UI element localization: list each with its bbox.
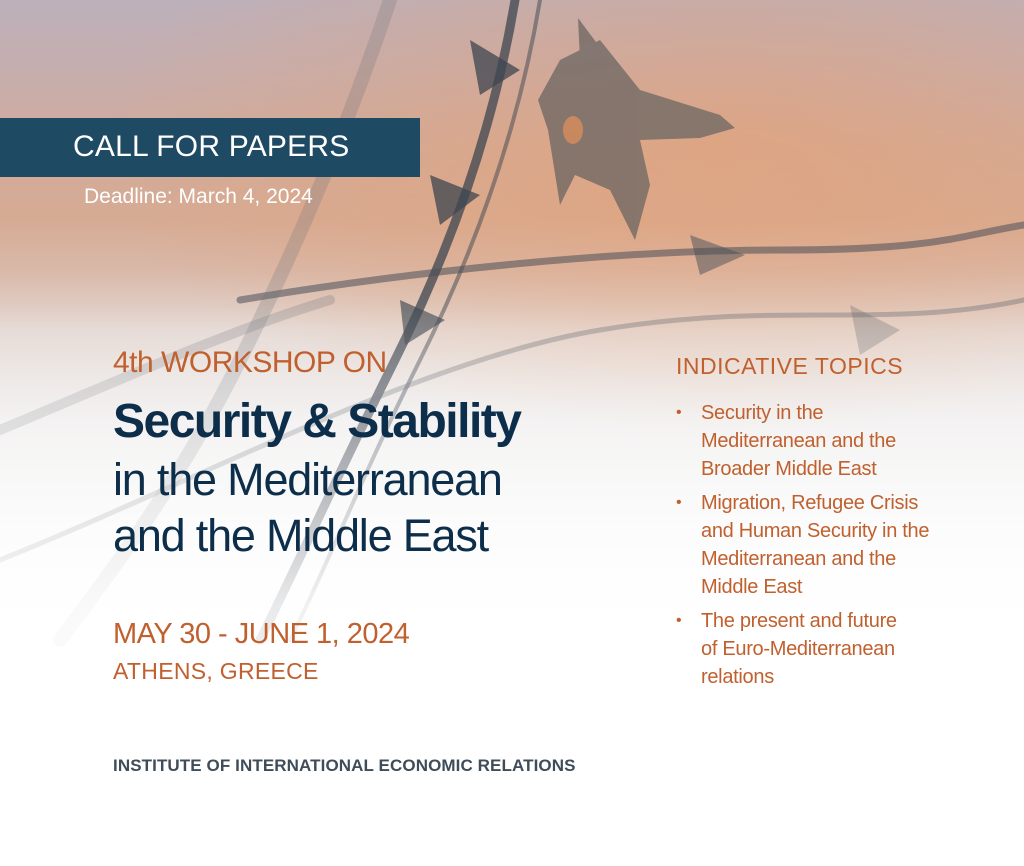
bullet-icon: • — [676, 404, 682, 421]
topic-line: Mediterranean and the — [701, 548, 896, 570]
bullet-icon: • — [676, 494, 682, 511]
topic-line: and Human Security in the — [701, 520, 930, 542]
topic-item — [676, 399, 991, 483]
call-for-papers-label: CALL FOR PAPERS — [73, 130, 350, 163]
topic-line: Mediterranean and the — [701, 430, 896, 452]
topic-line: Broader Middle East — [701, 458, 877, 480]
topic-line: The present and future — [701, 610, 897, 632]
workshop-title-line-2: in the Mediterranean — [113, 454, 502, 505]
workshop-title-line-3: and the Middle East — [113, 510, 488, 561]
topic-line: relations — [701, 666, 774, 688]
topic-line: of Euro-Mediterranean — [701, 638, 895, 660]
topics-heading: INDICATIVE TOPICS — [676, 353, 904, 379]
event-dates: MAY 30 - JUNE 1, 2024 — [113, 618, 410, 650]
workshop-kicker: 4th WORKSHOP ON — [113, 346, 387, 379]
topic-item — [676, 489, 991, 601]
deadline-text: Deadline: March 4, 2024 — [84, 185, 313, 208]
workshop-title-bold: Security & Stability — [113, 395, 521, 448]
event-location: ATHENS, GREECE — [113, 658, 319, 684]
topic-line: Security in the — [701, 402, 824, 424]
topic-line: Migration, Refugee Crisis — [701, 492, 919, 514]
topic-item — [676, 607, 991, 691]
topic-line: Middle East — [701, 576, 803, 598]
bullet-icon: • — [676, 612, 682, 629]
organizer-name: INSTITUTE OF INTERNATIONAL ECONOMIC RELATIONS — [113, 756, 576, 775]
